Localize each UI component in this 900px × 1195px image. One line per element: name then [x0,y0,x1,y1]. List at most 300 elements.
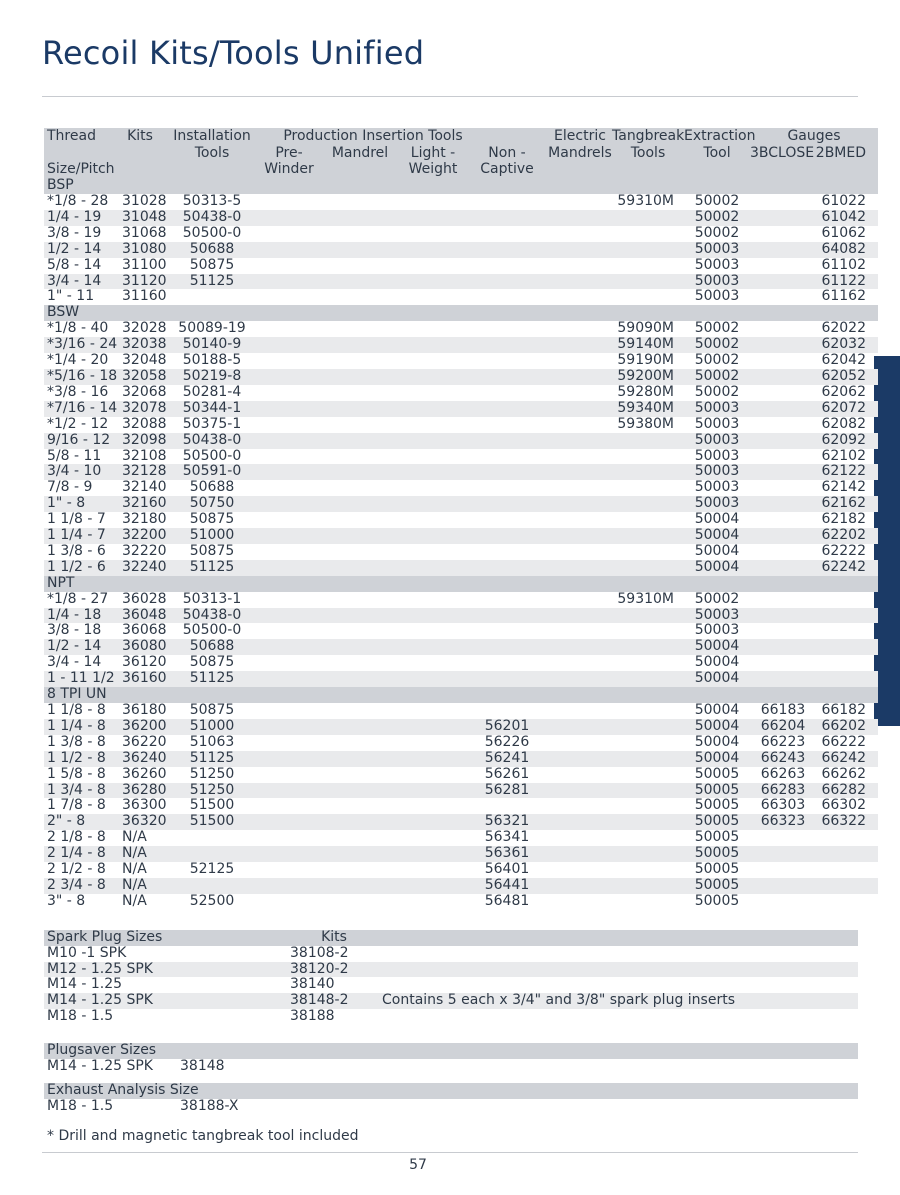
cell-prewinder [258,798,320,814]
table-row [44,767,878,783]
cell-gauge-2bmed: 62042 [821,352,866,369]
cell-tangbreak [612,289,684,305]
spark-plug-body [44,946,858,1025]
table-row [44,449,878,465]
cell-extraction: 50004 [684,560,750,576]
cell-prewinder [258,258,320,274]
cell-tangbreak: 59310M [617,590,674,607]
cell-electric-mandrel [548,655,612,671]
cell-gauge-2bmed: 62062 [821,383,866,400]
cell-mandrel [320,703,400,719]
table-row [44,385,878,401]
cell-lightweight [400,480,466,496]
cell-extraction: 50003 [684,242,750,258]
cell-electric-mandrel [548,321,612,337]
cell-noncaptive [466,417,548,433]
cell-mandrel [320,608,400,624]
cell-lightweight [400,751,466,767]
footnote: * Drill and magnetic tangbreak tool included [47,1128,359,1144]
cell-mandrel [320,337,400,353]
cell-gauge-3bclose [750,894,816,910]
cell-extraction: 50002 [684,337,750,353]
cell-kit: 36240 [114,751,166,767]
cell-installation-tool: 50750 [166,496,258,512]
table-row [44,337,878,353]
spark-plug-header-label: Spark Plug Sizes [44,930,290,946]
cell-electric-mandrel [548,385,612,401]
cell-noncaptive [466,655,548,671]
cell-lightweight [400,735,466,751]
cell-gauge-3bclose [750,830,816,846]
cell-noncaptive [466,210,548,226]
cell-kit: 32088 [122,415,167,432]
cell-prewinder [258,417,320,433]
table-row [44,735,878,751]
page-number: 57 [409,1157,427,1173]
cell-mandrel [320,878,400,894]
cell-gauge-2bmed [816,655,878,671]
table-row [44,321,878,337]
cell-gauge-3bclose [750,321,816,337]
cell-mandrel [320,464,400,480]
cell-tangbreak [612,623,684,639]
header-gauges: Gauges 3BCLOSE 2BMED [750,128,878,178]
cell-tangbreak [612,512,684,528]
cell-prewinder [258,274,320,290]
cell-installation-tool: 50500-0 [182,224,242,241]
table-row [44,623,878,639]
cell-gauge-3bclose [750,289,816,305]
cell-mandrel [320,751,400,767]
cell-lightweight [400,512,466,528]
header-extraction-tool: Extraction Tool [684,128,756,161]
cell-prewinder [258,751,320,767]
table-row [44,401,878,417]
cell-kit: N/A [114,878,166,894]
cell-gauge-2bmed: 62072 [816,401,878,417]
cell-installation-tool: 50344-1 [166,401,258,417]
cell-extraction: 50004 [684,639,750,655]
cell-gauge-3bclose [750,878,816,894]
cell-lightweight [400,194,466,210]
cell-tangbreak [612,846,684,862]
cell-mandrel [320,735,400,751]
cell-lightweight [400,544,466,560]
cell-gauge-2bmed: 62182 [821,511,866,528]
cell-noncaptive [466,528,548,544]
cell-mandrel [320,544,400,560]
cell-kit: 31068 [122,224,167,241]
title-divider [42,96,858,97]
cell-kit: 36160 [114,671,166,687]
cell-kit: 32240 [114,560,166,576]
cell-electric-mandrel [548,592,612,608]
cell-thread: *1/8 - 27 [47,590,109,607]
cell-lightweight [400,401,466,417]
cell-prewinder [258,528,320,544]
cell-prewinder [258,767,320,783]
cell-gauge-2bmed: 62032 [816,337,878,353]
table-row [44,417,878,433]
table-row [44,719,878,735]
cell-tangbreak [612,703,684,719]
cell-kit: 36320 [114,814,166,830]
cell-gauge-2bmed [816,862,878,878]
cell-noncaptive [466,464,548,480]
cell-installation-tool: 51000 [166,528,258,544]
cell-noncaptive [466,337,548,353]
cell-kit: 36080 [114,639,166,655]
cell-extraction: 50003 [684,464,750,480]
cell-extraction: 50004 [694,702,740,719]
cell-electric-mandrel [548,401,612,417]
cell-gauge-2bmed: 62122 [816,464,878,480]
cell-lightweight [400,210,466,226]
cell-installation-tool: 50875 [189,542,235,559]
cell-installation-tool: 50438-0 [166,608,258,624]
header-electric-mandrels: Electric Mandrels [548,128,612,161]
cell-mandrel [320,369,400,385]
table-row [44,289,878,305]
cell-prewinder [258,321,320,337]
cell-installation-tool: 50375-1 [182,415,242,432]
cell-lightweight [400,226,466,242]
table-row [44,480,878,496]
cell-lightweight [400,767,466,783]
cell-installation-tool: 51500 [189,797,235,814]
cell-tangbreak [612,226,684,242]
cell-noncaptive: 56321 [466,814,548,830]
recoil-kits-table [44,128,878,910]
cell-mandrel [320,401,400,417]
cell-thread: 5/8 - 14 [47,256,102,273]
spark-plug-row [44,962,858,978]
table-row [44,560,878,576]
cell-kit: N/A [122,892,147,909]
cell-mandrel [320,242,400,258]
exhaust-table [44,1083,858,1115]
table-row [44,751,878,767]
cell-installation-tool: 51125 [166,274,258,290]
cell-thread: 7/8 - 9 [47,479,93,496]
cell-gauge-3bclose [750,592,816,608]
cell-electric-mandrel [548,671,612,687]
cell-installation-tool: 52125 [189,861,235,878]
cell-electric-mandrel [548,560,612,576]
cell-mandrel [320,783,400,799]
exhaust-header-label: Exhaust Analysis Size [44,1083,858,1099]
cell-prewinder [258,496,320,512]
main-table-container [44,128,866,910]
cell-tangbreak [612,258,684,274]
cell-extraction: 50005 [694,861,740,878]
cell-thread: 5/8 - 11 [47,447,102,464]
cell-gauge-3bclose [750,862,816,878]
cell-tangbreak [612,751,684,767]
cell-thread: *3/8 - 16 [47,383,109,400]
cell-thread: *1/8 - 28 [47,193,109,210]
cell-mandrel [320,480,400,496]
cell-prewinder [258,289,320,305]
cell-kit: 31160 [122,288,167,305]
cell-tangbreak [612,830,684,846]
cell-kit: 32048 [122,352,167,369]
cell-tangbreak [612,719,684,735]
cell-thread: 2 1/4 - 8 [44,846,114,862]
cell-gauge-2bmed: 62202 [816,528,878,544]
cell-noncaptive: 56241 [466,751,548,767]
cell-gauge-3bclose: 66263 [760,765,806,782]
table-row [44,544,878,560]
header-row [44,128,878,178]
cell-thread: 2" - 8 [44,814,114,830]
plugsaver-size: M14 - 1.25 SPK [47,1057,153,1074]
cell-electric-mandrel [548,464,612,480]
table-row [44,655,878,671]
cell-gauge-3bclose [750,528,816,544]
cell-mandrel [320,258,400,274]
cell-lightweight [400,623,466,639]
cell-electric-mandrel [548,417,612,433]
cell-installation-tool: 50688 [189,479,235,496]
cell-electric-mandrel [548,783,612,799]
cell-gauge-3bclose [750,512,816,528]
cell-kit: 32058 [114,369,166,385]
group-label: BSP [44,178,878,194]
cell-gauge-3bclose [750,385,816,401]
cell-electric-mandrel [548,337,612,353]
group-label: NPT [44,576,878,592]
cell-kit: 32180 [122,511,167,528]
cell-extraction: 50005 [694,892,740,909]
cell-tangbreak: 59280M [617,383,674,400]
cell-thread: 1/4 - 18 [44,608,114,624]
cell-tangbreak [612,464,684,480]
cell-tangbreak [612,544,684,560]
cell-gauge-2bmed: 61022 [821,193,866,210]
cell-gauge-3bclose: 66204 [750,719,816,735]
plugsaver-kit: 38148 [180,1057,225,1074]
cell-lightweight [400,337,466,353]
cell-tangbreak [612,655,684,671]
cell-gauge-3bclose [750,258,816,274]
cell-prewinder [258,735,320,751]
cell-thread: 3/8 - 18 [47,622,102,639]
plugsaver-row [44,1059,858,1075]
cell-thread: 1 1/8 - 8 [47,702,106,719]
cell-installation-tool: 50313-5 [182,193,242,210]
cell-extraction: 50004 [694,654,740,671]
cell-noncaptive [466,321,548,337]
cell-mandrel [320,592,400,608]
cell-kit: 36180 [122,702,167,719]
cell-thread: 3/8 - 19 [47,224,102,241]
cell-gauge-3bclose [750,449,816,465]
exhaust-body [44,1099,858,1115]
cell-gauge-2bmed: 61102 [821,256,866,273]
cell-lightweight [400,353,466,369]
cell-mandrel [320,512,400,528]
cell-kit: 32028 [122,320,167,337]
cell-tangbreak [612,480,684,496]
cell-gauge-2bmed: 62142 [821,479,866,496]
spark-plug-table [44,930,858,1025]
cell-gauge-3bclose [750,544,816,560]
spark-plug-header-kits: Kits [290,930,378,946]
cell-mandrel [320,560,400,576]
spark-plug-size: M14 - 1.25 SPK [44,993,290,1009]
header-tangbreak-tools: Tangbreak Tools [612,128,685,161]
cell-electric-mandrel [548,258,612,274]
cell-mandrel [320,846,400,862]
cell-thread: 9/16 - 12 [44,433,114,449]
cell-prewinder [258,210,320,226]
cell-extraction: 50002 [694,383,740,400]
cell-kit: 36220 [122,733,167,750]
cell-gauge-2bmed: 66262 [821,765,866,782]
exhaust-spacer [268,1099,858,1115]
table-row [44,226,878,242]
cell-lightweight [400,496,466,512]
cell-mandrel [320,321,400,337]
cell-mandrel [320,639,400,655]
cell-prewinder [258,226,320,242]
cell-kit: 32038 [114,337,166,353]
cell-lightweight [400,783,466,799]
spark-plug-note [378,962,858,978]
cell-gauge-3bclose: 66303 [760,797,806,814]
cell-kit: N/A [114,846,166,862]
cell-installation-tool: 51125 [166,751,258,767]
cell-extraction: 50003 [684,433,750,449]
cell-lightweight [400,369,466,385]
cell-lightweight [400,289,466,305]
cell-prewinder [258,353,320,369]
cell-gauge-3bclose [750,417,816,433]
cell-prewinder [258,512,320,528]
cell-noncaptive [466,401,548,417]
cell-electric-mandrel [548,608,612,624]
cell-installation-tool: 51500 [166,814,258,830]
cell-electric-mandrel [548,433,612,449]
spark-plug-note [378,1009,858,1025]
table-row [44,846,878,862]
cell-noncaptive: 56201 [466,719,548,735]
cell-kit: 36280 [114,783,166,799]
cell-thread: 1 3/8 - 6 [47,542,106,559]
cell-installation-tool [166,878,258,894]
spark-plug-kit: 38140 [290,976,335,993]
cell-noncaptive [466,369,548,385]
cell-electric-mandrel [548,878,612,894]
cell-thread: 1 7/8 - 8 [47,797,106,814]
cell-noncaptive [466,480,548,496]
cell-gauge-3bclose [750,369,816,385]
table-row [44,798,878,814]
cell-gauge-3bclose [750,242,816,258]
cell-thread: 3/4 - 14 [47,654,102,671]
cell-noncaptive [466,353,548,369]
cell-prewinder [258,846,320,862]
table-row [44,608,878,624]
spark-plug-row [44,1009,858,1025]
cell-installation-tool: 51250 [189,765,235,782]
cell-kit: 32160 [114,496,166,512]
cell-gauge-3bclose [750,433,816,449]
cell-kit: 31048 [114,210,166,226]
cell-lightweight [400,528,466,544]
cell-kit: 32128 [114,464,166,480]
cell-gauge-2bmed: 62082 [821,415,866,432]
cell-noncaptive [466,671,548,687]
cell-mandrel [320,830,400,846]
cell-gauge-2bmed [816,592,878,608]
table-row [44,814,878,830]
cell-extraction: 50004 [684,751,750,767]
cell-electric-mandrel [548,194,612,210]
table-row [44,242,878,258]
cell-tangbreak: 59140M [612,337,684,353]
cell-prewinder [258,830,320,846]
cell-prewinder [258,783,320,799]
cell-thread: *1/8 - 40 [47,320,109,337]
cell-extraction: 50003 [694,447,740,464]
cell-noncaptive: 56341 [484,829,530,846]
cell-prewinder [258,464,320,480]
cell-extraction: 50002 [694,352,740,369]
table-row [44,894,878,910]
plugsaver-header [44,1043,858,1059]
cell-gauge-3bclose [750,480,816,496]
cell-electric-mandrel [548,846,612,862]
cell-gauge-2bmed [816,894,878,910]
cell-noncaptive [466,623,548,639]
group-header-row [44,687,878,703]
cell-lightweight [400,242,466,258]
cell-thread: 3/4 - 14 [44,274,114,290]
cell-tangbreak [612,767,684,783]
cell-noncaptive [466,289,548,305]
cell-tangbreak: 59310M [617,193,674,210]
cell-electric-mandrel [548,226,612,242]
cell-mandrel [320,671,400,687]
cell-gauge-3bclose [750,274,816,290]
cell-prewinder [258,719,320,735]
cell-noncaptive [466,274,548,290]
cell-installation-tool: 51000 [166,719,258,735]
cell-electric-mandrel [548,735,612,751]
cell-thread: *1/2 - 12 [47,415,109,432]
cell-electric-mandrel [548,289,612,305]
cell-installation-tool: 50089-19 [178,320,246,337]
cell-extraction: 50002 [694,590,740,607]
cell-extraction: 50002 [694,193,740,210]
spark-plug-size: M10 -1 SPK [47,944,127,961]
cell-extraction: 50003 [694,415,740,432]
cell-thread: 1 1/2 - 8 [44,751,114,767]
table-row [44,783,878,799]
footer-divider [42,1152,858,1153]
cell-kit: 36260 [122,765,167,782]
cell-lightweight [400,417,466,433]
cell-prewinder [258,592,320,608]
cell-extraction: 50003 [684,401,750,417]
cell-extraction: 50005 [684,814,750,830]
cell-mandrel [320,623,400,639]
cell-kit: 31100 [122,256,167,273]
exhaust-row [44,1099,858,1115]
cell-noncaptive [466,560,548,576]
